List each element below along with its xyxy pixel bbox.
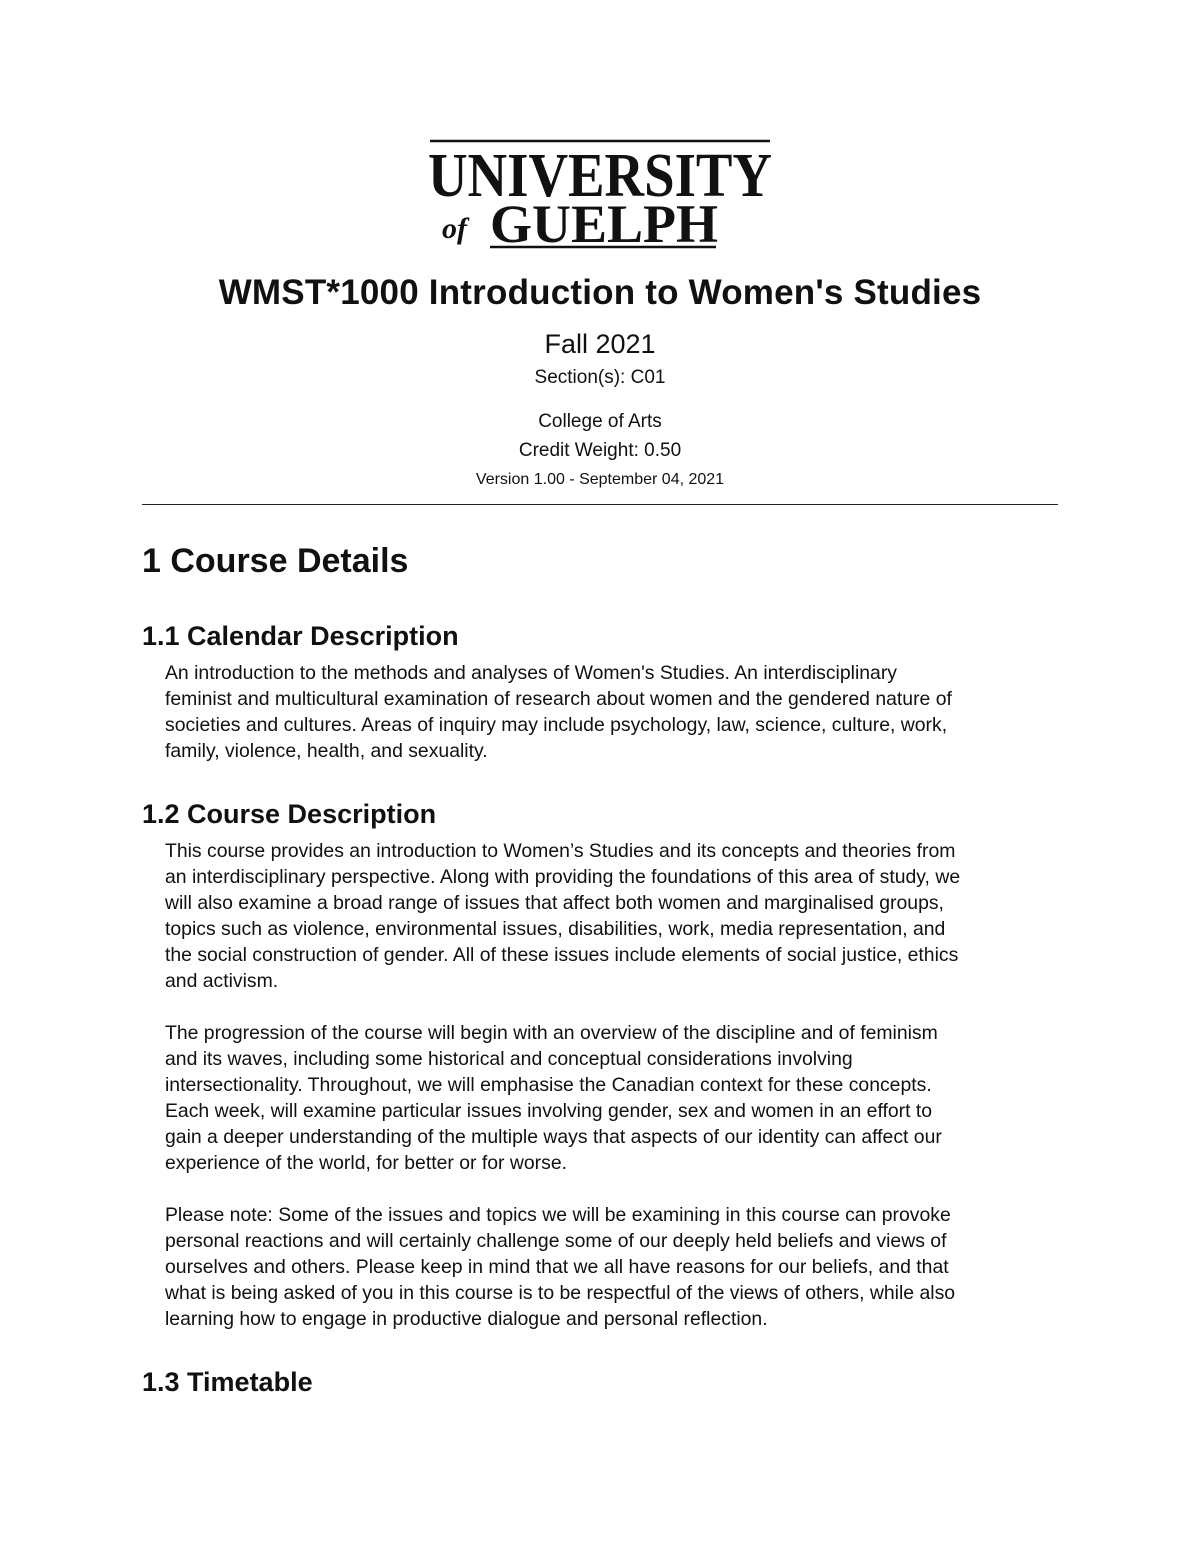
text-line: societies and cultures. Areas of inquiry may include psychology, law, science, culture, work, bbox=[165, 714, 948, 736]
course-description-paragraph-2 bbox=[165, 1020, 1065, 1176]
text-line: intersectionality. Throughout, we will emphasise the Canadian context for these concepts. bbox=[165, 1074, 932, 1096]
text-line: personal reactions and will certainly challenge some of our deeply held beliefs and views of bbox=[165, 1230, 947, 1252]
text-line: ourselves and others. Please keep in mind that we all have reasons for our beliefs, and that bbox=[165, 1256, 949, 1278]
text-line: the social construction of gender. All of these issues include elements of social justice, ethics bbox=[165, 944, 959, 966]
course-description-paragraph-1 bbox=[165, 838, 1065, 994]
header-divider bbox=[142, 504, 1058, 505]
text-line: An introduction to the methods and analyses of Women's Studies. An interdisciplinary bbox=[165, 662, 897, 684]
calendar-description-paragraph bbox=[165, 660, 1065, 764]
heading-calendar-description: 1.1 Calendar Description bbox=[142, 621, 459, 651]
heading-timetable: 1.3 Timetable bbox=[142, 1367, 313, 1397]
heading-course-description: 1.2 Course Description bbox=[142, 799, 437, 829]
sections: Section(s): C01 bbox=[534, 367, 666, 388]
college: College of Arts bbox=[538, 411, 662, 432]
section-heading-course-details: 1 Course Details bbox=[142, 542, 409, 580]
text-line: what is being asked of you in this course is to be respectful of the views of others, while also bbox=[165, 1282, 956, 1304]
text-line: will also examine a broad range of issues that affect both women and marginalised groups, bbox=[165, 892, 944, 914]
text-line: learning how to engage in productive dialogue and personal reflection. bbox=[165, 1308, 768, 1330]
text-line: feminist and multicultural examination of research about women and the gendered nature of bbox=[165, 688, 952, 710]
university-of-guelph-wordmark bbox=[420, 138, 780, 250]
text-line: Please note: Some of the issues and topics we will be examining in this course can provoke bbox=[165, 1204, 951, 1226]
text-line: This course provides an introduction to Women’s Studies and its concepts and theories from bbox=[165, 840, 956, 862]
logo-guelph-text: GUELPH bbox=[490, 194, 718, 250]
course-description-paragraph-3 bbox=[165, 1202, 1065, 1332]
logo-of-text: of bbox=[442, 212, 467, 245]
version: Version 1.00 - September 04, 2021 bbox=[475, 471, 725, 488]
text-line: an interdisciplinary perspective. Along with providing the foundations of this area of study, we bbox=[165, 866, 961, 888]
credit-weight: Credit Weight: 0.50 bbox=[518, 440, 682, 461]
text-line: and activism. bbox=[165, 970, 279, 992]
term: Fall 2021 bbox=[544, 329, 656, 359]
logo-university-text: UNIVERSITY bbox=[428, 142, 772, 210]
course-title: WMST*1000 Introduction to Women's Studies bbox=[218, 273, 982, 312]
text-line: Each week, will examine particular issues involving gender, sex and women in an effort to bbox=[165, 1100, 933, 1122]
text-line: experience of the world, for better or for worse. bbox=[165, 1152, 568, 1174]
text-line: The progression of the course will begin with an overview of the discipline and of feminism bbox=[165, 1022, 938, 1044]
course-details-section bbox=[142, 528, 1062, 1406]
university-logo bbox=[420, 138, 780, 250]
text-line: topics such as violence, environmental issues, disabilities, work, media representation, and bbox=[165, 918, 946, 940]
course-header bbox=[0, 268, 1200, 494]
text-line: gain a deeper understanding of the multiple ways that aspects of our identity can affect our bbox=[165, 1126, 942, 1148]
text-line: family, violence, health, and sexuality. bbox=[165, 740, 488, 762]
text-line: and its waves, including some historical and conceptual considerations involving bbox=[165, 1048, 853, 1070]
